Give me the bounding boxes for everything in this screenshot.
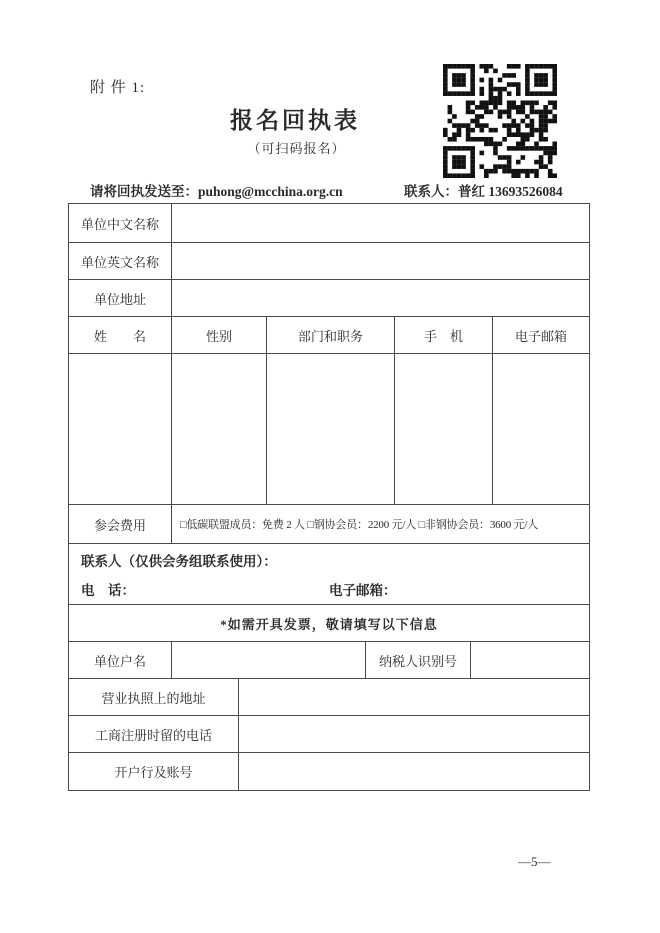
table-row-unit-en [69, 243, 589, 280]
attachment-label: 附 件 1: [90, 80, 146, 96]
fee-row [69, 505, 589, 544]
col-gender: 性别 [172, 317, 267, 353]
account-name-value [172, 642, 366, 678]
attendee-department-cell [267, 354, 395, 504]
invoice-account-row [69, 642, 589, 679]
registration-table [68, 203, 590, 791]
attendee-name-cell [69, 354, 172, 504]
tax-id-label: 纳税人识别号 [366, 642, 471, 678]
invoice-note-row [69, 605, 589, 642]
bank-account-value [239, 753, 589, 790]
attendee-email-cell [493, 354, 589, 504]
contact-cell [69, 544, 589, 604]
page-number: —5— [518, 854, 551, 869]
attendee-header-row [69, 317, 589, 354]
account-name-label: 单位户名 [69, 642, 172, 678]
page-title: 报名回执表 [230, 108, 360, 133]
contact-person-label: 联系人：普红 13693526084 [404, 184, 563, 199]
email-label: 电子邮箱： [329, 582, 397, 598]
invoice-note: *如需开具发票，敬请填写以下信息 [220, 616, 438, 632]
registered-phone-value [239, 716, 589, 752]
attendee-body-row [69, 354, 589, 505]
unit-cn-value [172, 204, 589, 242]
unit-en-label: 单位英文名称 [69, 243, 172, 279]
qr-code-image [443, 64, 557, 178]
col-department: 部门和职务 [267, 317, 395, 353]
col-mobile: 手 机 [395, 317, 493, 353]
phone-label: 电 话： [81, 582, 135, 598]
unit-en-value [172, 243, 589, 279]
attendee-mobile-cell [395, 354, 493, 504]
invoice-row-bank-account [69, 753, 589, 790]
registered-phone-label: 工商注册时留的电话 [69, 716, 239, 752]
invoice-row-license-address [69, 679, 589, 716]
bank-account-label: 开户行及账号 [69, 753, 239, 790]
unit-address-label: 单位地址 [69, 280, 172, 316]
col-email: 电子邮箱 [514, 328, 567, 344]
page-subtitle: （可扫码报名） [247, 141, 346, 156]
license-address-value [239, 679, 589, 715]
contact-row [69, 544, 589, 605]
fee-options: □低碳联盟成员：免费 2 人 □钢协会员：2200 元/人 □非钢协会员：3600 元/人 [180, 519, 539, 531]
table-row-unit-address [69, 280, 589, 317]
send-to-label: 请将回执发送至：puhong@mcchina.org.cn [90, 184, 343, 199]
tax-id-value [471, 642, 589, 678]
attendee-gender-cell [172, 354, 267, 504]
registration-qr-code [443, 64, 557, 178]
unit-cn-label: 单位中文名称 [69, 204, 172, 242]
col-name: 姓 名 [69, 317, 172, 353]
table-row-unit-cn [69, 204, 589, 243]
license-address-label: 营业执照上的地址 [69, 679, 239, 715]
fee-label: 参会费用 [69, 505, 172, 543]
unit-address-value [172, 280, 589, 316]
contact-note: 联系人（仅供会务组联系使用）： [81, 553, 277, 569]
invoice-row-registered-phone [69, 716, 589, 753]
